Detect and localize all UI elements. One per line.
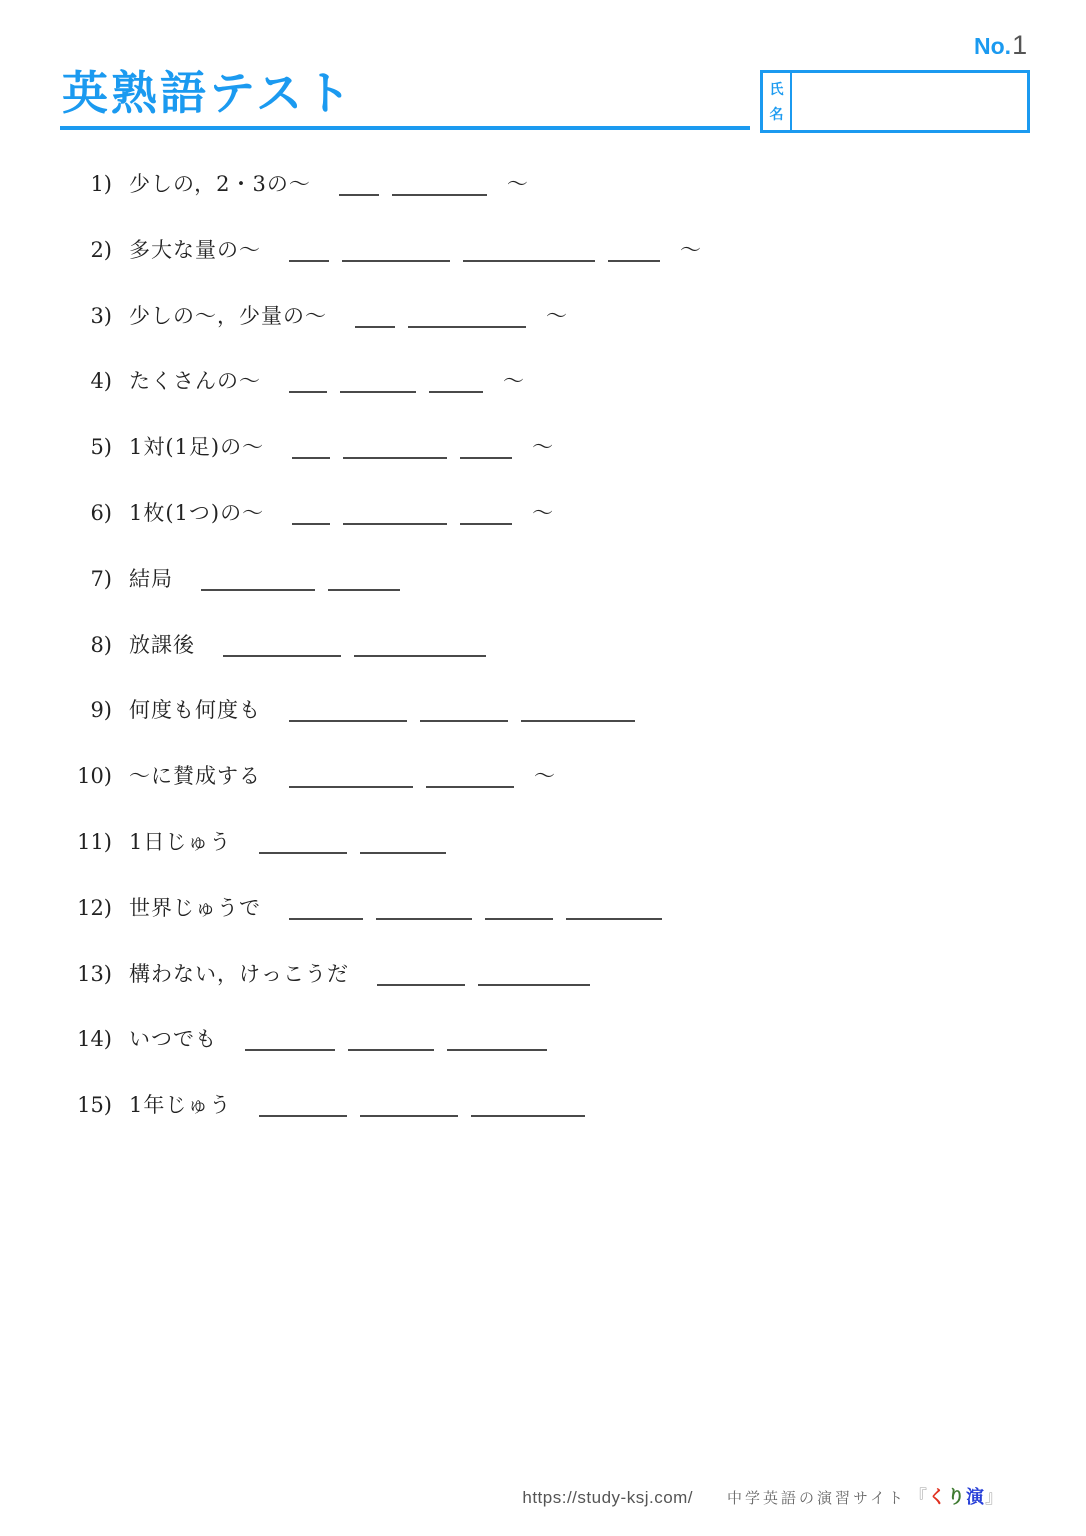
answer-blank[interactable]: [460, 515, 512, 525]
answer-blank[interactable]: [354, 647, 486, 657]
answer-blank[interactable]: [460, 449, 512, 459]
question-number: 4): [90, 369, 112, 394]
question-prompt: 1日じゅう: [129, 829, 232, 854]
question-number: 11): [77, 829, 112, 854]
question-prompt: 結局: [129, 566, 173, 591]
answer-blank[interactable]: [292, 515, 330, 525]
question-row: [60, 1023, 1060, 1089]
footer: [522, 1483, 1004, 1509]
question-row: [60, 958, 1060, 1024]
answer-blank[interactable]: [377, 976, 465, 986]
answer-blank[interactable]: [447, 1041, 547, 1051]
answer-blank[interactable]: [485, 910, 553, 920]
question-row: [60, 629, 1060, 695]
answer-blank[interactable]: [343, 515, 447, 525]
answer-blank[interactable]: [342, 252, 450, 262]
question-prompt: 放課後: [129, 632, 195, 657]
question-number: 12): [77, 895, 112, 920]
answer-blank[interactable]: [348, 1041, 434, 1051]
question-number: 15): [77, 1093, 112, 1118]
answer-blank[interactable]: [245, 1041, 335, 1051]
question-number: 3): [90, 303, 112, 328]
answer-blank[interactable]: [289, 383, 327, 393]
answer-blank[interactable]: [289, 910, 363, 920]
question-prompt: 構わない，けっこうだ: [129, 961, 349, 986]
title-underline: [60, 126, 750, 130]
question-tail-tilde: 〜: [503, 369, 524, 394]
question-number: 1): [90, 172, 112, 196]
answer-blank[interactable]: [478, 976, 590, 986]
footer-site-label: 中学英語の演習サイト: [727, 1490, 906, 1507]
question-prompt: 少しの，2・3の〜: [129, 172, 311, 196]
question-number: 13): [77, 961, 112, 986]
brand-char: り: [947, 1487, 966, 1507]
question-row: [60, 563, 1060, 629]
question-row: [60, 760, 1060, 826]
answer-blank[interactable]: [328, 581, 400, 591]
answer-blank[interactable]: [429, 383, 483, 393]
question-row: [60, 1089, 1060, 1155]
question-list: [60, 168, 1060, 1155]
answer-blank[interactable]: [355, 318, 395, 328]
question-tail-tilde: 〜: [532, 435, 554, 460]
brand-char: 『: [909, 1487, 928, 1507]
question-tail-tilde: 〜: [546, 303, 567, 328]
question-row: [60, 168, 1060, 234]
question-tail-tilde: 〜: [506, 172, 528, 196]
question-number: 6): [90, 500, 112, 525]
brand-char: 演: [966, 1487, 985, 1507]
question-number: 10): [77, 764, 112, 789]
question-number: 2): [90, 237, 112, 262]
answer-blank[interactable]: [392, 186, 487, 196]
question-row: [60, 497, 1060, 563]
question-prompt: 1年じゅう: [129, 1093, 232, 1118]
question-tail-tilde: 〜: [534, 764, 555, 789]
name-label-char-top: 氏: [769, 81, 784, 97]
question-prompt: 何度も何度も: [129, 698, 261, 723]
question-prompt: 〜に賛成する: [129, 764, 261, 789]
question-number: 7): [90, 566, 112, 591]
answer-blank[interactable]: [463, 252, 595, 262]
question-prompt: たくさんの〜: [129, 369, 261, 394]
answer-blank[interactable]: [223, 647, 341, 657]
answer-blank[interactable]: [360, 1107, 458, 1117]
footer-url-link[interactable]: https://study-ksj.com/: [522, 1488, 694, 1507]
answer-blank[interactable]: [259, 1107, 347, 1117]
page-number-label: No.: [974, 33, 1012, 59]
page-number-badge: [974, 30, 1027, 61]
answer-blank[interactable]: [471, 1107, 585, 1117]
question-prompt: 1枚(1つ)の〜: [129, 500, 265, 525]
question-row: [60, 826, 1060, 892]
answer-blank[interactable]: [408, 318, 526, 328]
answer-blank[interactable]: [289, 778, 413, 788]
answer-blank[interactable]: [376, 910, 472, 920]
name-input-field[interactable]: [792, 73, 1027, 130]
page-number-value: 1: [1012, 30, 1028, 60]
brand-char: く: [928, 1487, 947, 1507]
question-tail-tilde: 〜: [680, 237, 701, 262]
question-number: 8): [90, 632, 112, 657]
answer-blank[interactable]: [521, 712, 635, 722]
answer-blank[interactable]: [292, 449, 330, 459]
answer-blank[interactable]: [201, 581, 315, 591]
question-number: 9): [90, 698, 112, 723]
page-title: 英熟語テスト: [62, 67, 355, 119]
answer-blank[interactable]: [426, 778, 514, 788]
question-row: [60, 892, 1060, 958]
answer-blank[interactable]: [608, 252, 660, 262]
answer-blank[interactable]: [360, 844, 446, 854]
answer-blank[interactable]: [420, 712, 508, 722]
question-prompt: 少しの〜，少量の〜: [129, 303, 327, 328]
name-label-char-bottom: 名: [769, 106, 784, 122]
answer-blank[interactable]: [343, 449, 447, 459]
answer-blank[interactable]: [289, 252, 329, 262]
question-row: [60, 300, 1060, 366]
answer-blank[interactable]: [339, 186, 379, 196]
question-prompt: 多大な量の〜: [129, 237, 261, 262]
answer-blank[interactable]: [566, 910, 662, 920]
question-number: 14): [77, 1027, 112, 1052]
name-box: [760, 70, 1030, 133]
question-tail-tilde: 〜: [532, 500, 554, 525]
question-prompt: 世界じゅうで: [129, 895, 261, 920]
question-row: [60, 431, 1060, 497]
footer-brand-logo: [909, 1483, 1004, 1509]
question-row: [60, 694, 1060, 760]
question-prompt: 1対(1足)の〜: [129, 435, 265, 460]
answer-blank[interactable]: [289, 712, 407, 722]
answer-blank[interactable]: [259, 844, 347, 854]
answer-blank[interactable]: [340, 383, 416, 393]
name-box-label: [763, 73, 792, 130]
question-number: 5): [90, 435, 112, 460]
question-prompt: いつでも: [129, 1027, 217, 1052]
brand-char: 』: [985, 1487, 1004, 1507]
question-row: [60, 234, 1060, 300]
question-row: [60, 365, 1060, 431]
